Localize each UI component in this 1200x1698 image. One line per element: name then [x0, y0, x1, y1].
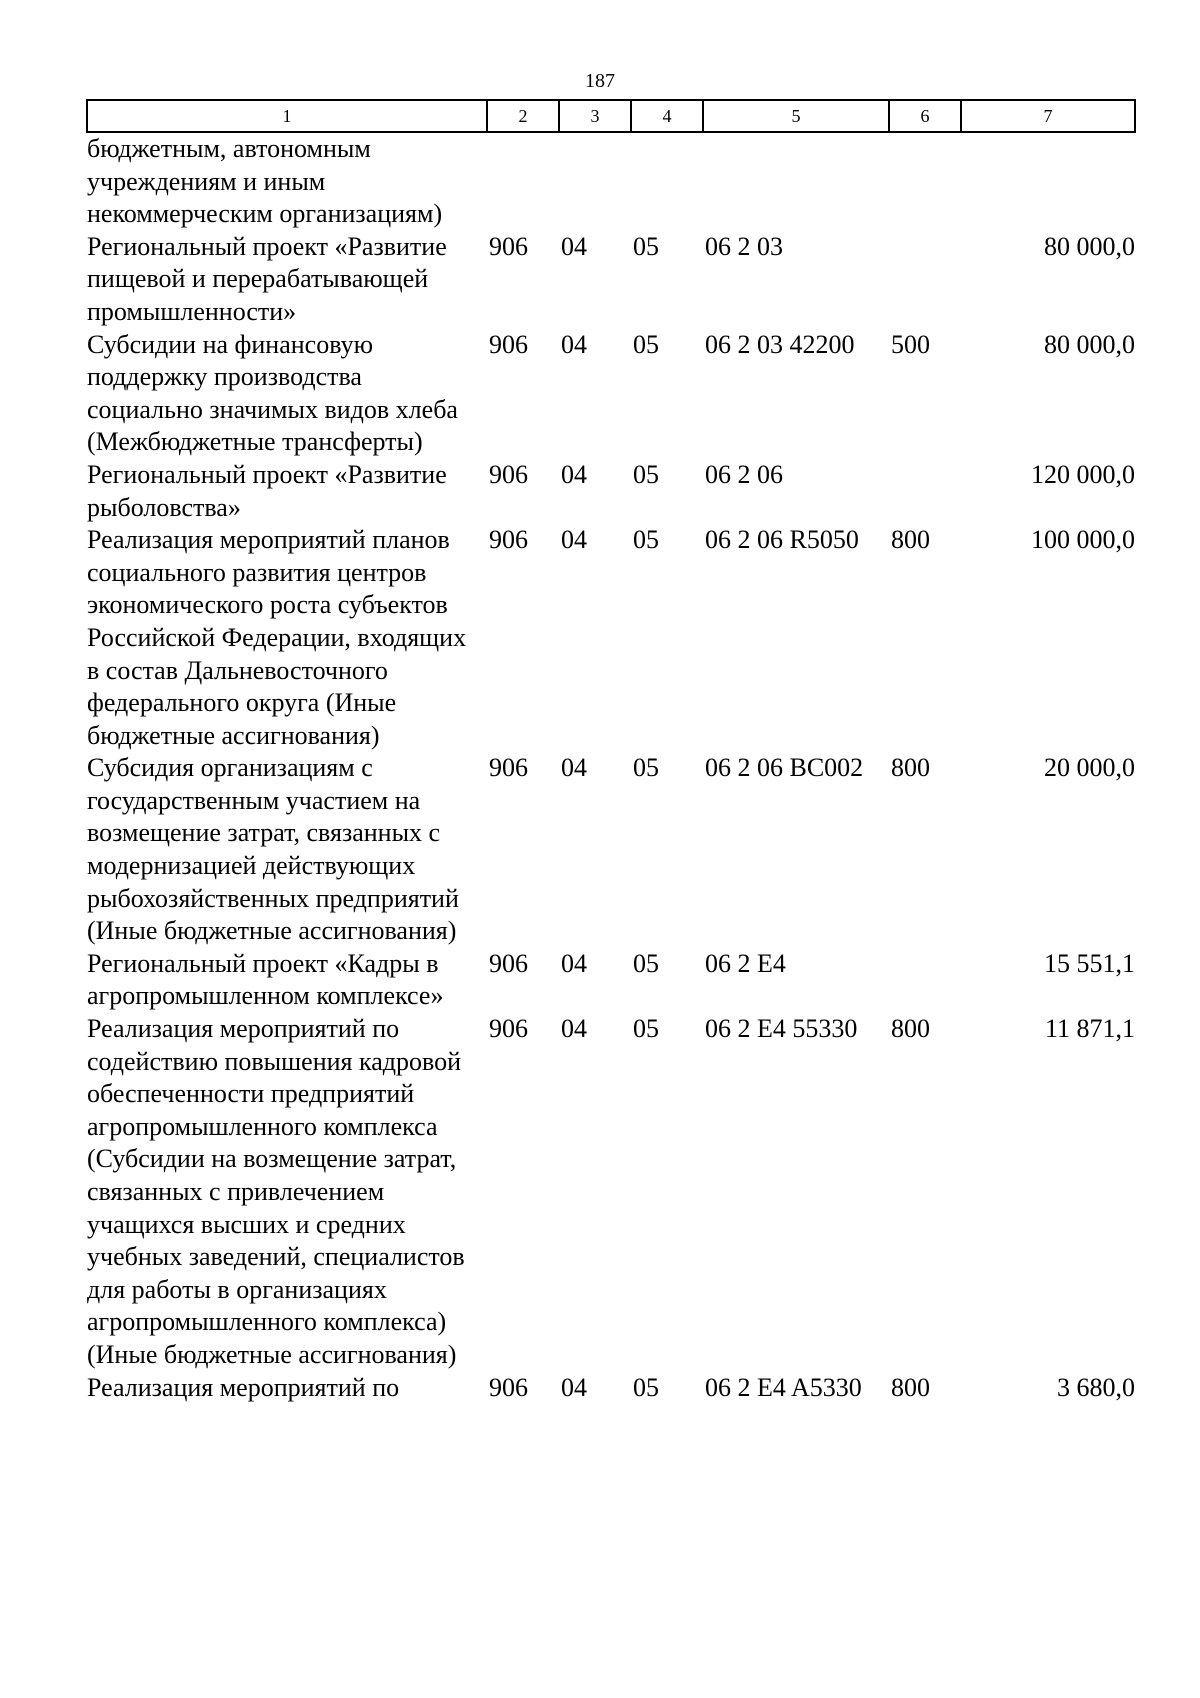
- target-item-code: [703, 132, 889, 231]
- table-row: [87, 459, 1135, 524]
- table-row: [87, 329, 1135, 459]
- amount: 100 000,0: [1031, 525, 1135, 555]
- expense-type-code: [889, 459, 961, 524]
- table-row: [87, 1013, 1135, 1372]
- amount: 20 000,0: [1044, 753, 1135, 783]
- target-item-code: 06 2 06: [705, 459, 783, 489]
- ministry-code: 906: [489, 1014, 528, 1044]
- row-description: Региональный проект «Развитие пищевой и перерабатывающей промышленности»: [87, 231, 447, 326]
- section-code: 04: [561, 525, 587, 555]
- ministry-code: 906: [489, 948, 528, 978]
- subsection-code: 05: [633, 1014, 659, 1044]
- row-description: бюджетным, автономным учреждениям и иным некоммерческим организациям): [87, 134, 443, 229]
- ministry-code: 906: [489, 231, 528, 261]
- header-cell: 4: [631, 100, 703, 132]
- target-item-code: 06 2 06 BC002: [705, 753, 864, 783]
- target-item-code: 06 2 06 R5050: [705, 525, 859, 555]
- row-description: Реализация мероприятий планов социального развития центров экономического роста субъектов Российской Федерации, входящих в состав Дальневосточного федерального округа (Иные бюджетные ассигнования): [87, 525, 467, 750]
- page-number: 187: [585, 70, 615, 92]
- table-row: [87, 1372, 1135, 1405]
- budget-table: [86, 99, 1136, 1404]
- amount: 3 680,0: [1057, 1372, 1135, 1402]
- table-row: [87, 752, 1135, 948]
- subsection-code: 05: [633, 525, 659, 555]
- section-code: 04: [561, 753, 587, 783]
- target-item-code: 06 2 03 42200: [705, 329, 855, 359]
- target-item-code: 06 2 E4 55330: [705, 1014, 858, 1044]
- subsection-code: 05: [633, 459, 659, 489]
- table-row: [87, 948, 1135, 1013]
- amount: [961, 132, 1135, 231]
- section-code: 04: [561, 459, 587, 489]
- ministry-code: [487, 132, 559, 231]
- table-row: [87, 231, 1135, 329]
- subsection-code: 05: [633, 948, 659, 978]
- table-body: [87, 132, 1135, 1404]
- expense-type-code: 500: [891, 329, 930, 359]
- section-code: 04: [561, 948, 587, 978]
- expense-type-code: 800: [891, 1372, 930, 1402]
- row-description: Субсидия организациям с государственным участием на возмещение затрат, связанных с модернизацией действующих рыбохозяйственных предприятий (Иные бюджетные ассигнования): [87, 753, 459, 946]
- header-cell: 2: [487, 100, 559, 132]
- row-description: Субсидии на финансовую поддержку производства социально значимых видов хлеба (Межбюджетные трансферты): [87, 329, 458, 457]
- header-cell: 7: [961, 100, 1135, 132]
- header-row: [87, 100, 1135, 132]
- header-cell: 3: [559, 100, 631, 132]
- expense-type-code: [889, 132, 961, 231]
- row-description: Региональный проект «Кадры в агропромышленном комплексе»: [87, 948, 444, 1011]
- ministry-code: 906: [489, 459, 528, 489]
- section-code: 04: [561, 1014, 587, 1044]
- amount: 80 000,0: [1044, 329, 1135, 359]
- expense-type-code: 800: [891, 1014, 930, 1044]
- expense-type-code: 800: [891, 753, 930, 783]
- amount: 80 000,0: [1044, 231, 1135, 261]
- subsection-code: [631, 132, 703, 231]
- subsection-code: 05: [633, 329, 659, 359]
- target-item-code: 06 2 03: [705, 231, 783, 261]
- ministry-code: 906: [489, 753, 528, 783]
- amount: 11 871,1: [1044, 1014, 1135, 1044]
- header-cell: 6: [889, 100, 961, 132]
- section-code: 04: [561, 231, 587, 261]
- header-cell: 5: [703, 100, 889, 132]
- subsection-code: 05: [633, 231, 659, 261]
- row-description: Реализация мероприятий по содействию повышения кадровой обеспеченности предприятий агропромышленного комплекса (Субсидии на возмещение затрат, связанных с привлечением учащихся высших и средних учебных заведений, специалистов для работы в организациях агропромышленного комплекса) (Иные бюджетные ассигнования): [87, 1014, 465, 1369]
- header-cell: 1: [87, 100, 487, 132]
- table-row: [87, 524, 1135, 752]
- section-code: [559, 132, 631, 231]
- expense-type-code: [889, 948, 961, 1013]
- row-description: Реализация мероприятий по: [87, 1372, 400, 1402]
- table-row: [87, 132, 1135, 231]
- amount: 15 551,1: [1044, 948, 1135, 978]
- section-code: 04: [561, 329, 587, 359]
- expense-type-code: [889, 231, 961, 329]
- target-item-code: 06 2 E4: [705, 948, 786, 978]
- section-code: 04: [561, 1372, 587, 1402]
- subsection-code: 05: [633, 1372, 659, 1402]
- ministry-code: 906: [489, 329, 528, 359]
- ministry-code: 906: [489, 1372, 528, 1402]
- subsection-code: 05: [633, 753, 659, 783]
- expense-type-code: 800: [891, 525, 930, 555]
- amount: 120 000,0: [1031, 459, 1135, 489]
- row-description: Региональный проект «Развитие рыболовства»: [87, 459, 447, 522]
- ministry-code: 906: [489, 525, 528, 555]
- target-item-code: 06 2 E4 A5330: [705, 1372, 862, 1402]
